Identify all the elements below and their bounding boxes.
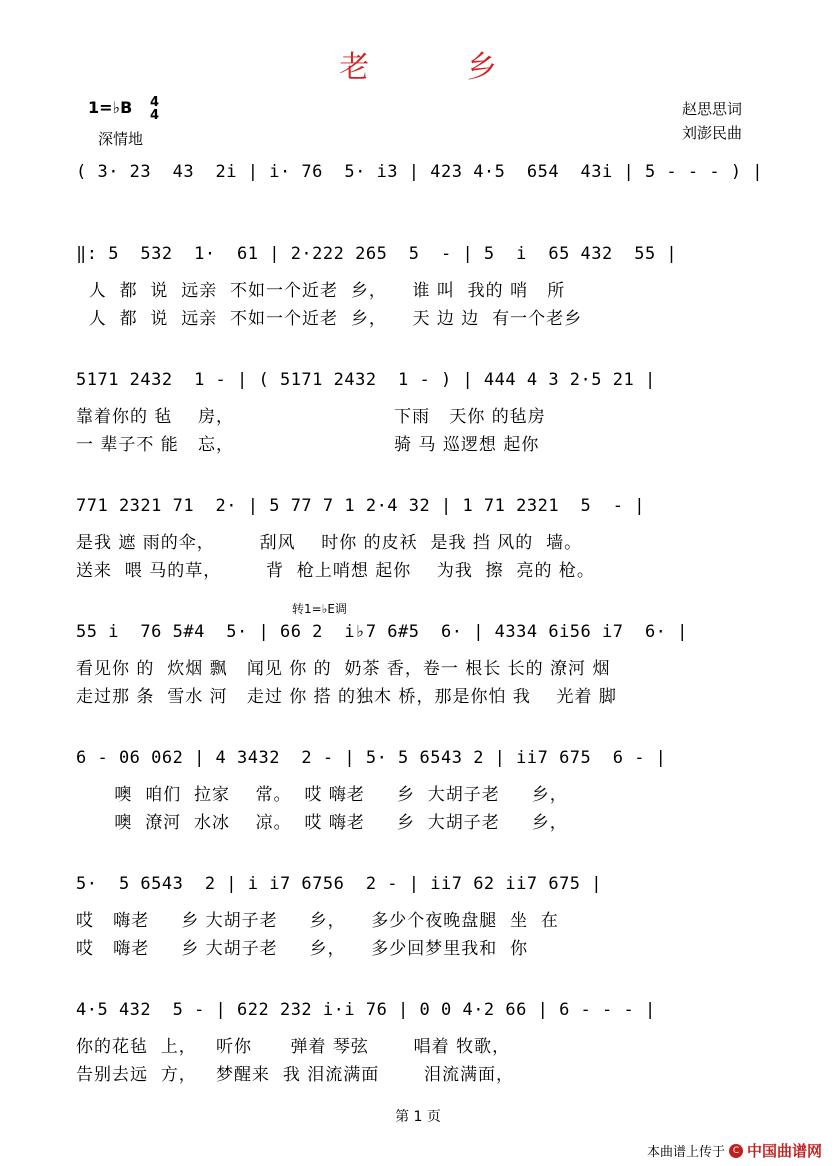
lyric-line: 你的花毡 上， 听你 弹着 琴弦 唱着 牧歌， — [76, 1037, 511, 1057]
tempo-mark: 深情地 — [98, 130, 144, 148]
composer-credit: 刘澎民曲 — [681, 124, 742, 142]
key-signature: 1=♭B — [88, 98, 133, 117]
notation-line: 5171 2432 1 - | ( 5171 2432 1 - ) | 444 4 3 2·5 21 | — [76, 370, 656, 390]
lyric-line: 送来 喂 马的草， 背 枪上哨想 起你 为我 擦 亮的 枪。 — [76, 561, 595, 581]
site-logo-icon: C — [729, 1144, 743, 1158]
lyricist-credit: 赵思思词 — [681, 100, 742, 118]
footer — [647, 1140, 822, 1161]
lyric-line: 人 都 说 远亲 不如一个近老 乡， 天 边 边 有一个老乡 — [76, 309, 583, 329]
lyric-line: 人 都 说 远亲 不如一个近老 乡， 谁 叫 我的 哨 所 — [76, 281, 566, 301]
lyric-line: 走过那 条 雪水 河 走过 你 搭 的独木 桥，那是你怕 我 光着 脚 — [76, 687, 617, 707]
lyric-line: 靠着你的 毡 房， 下雨 天你 的毡房 — [76, 407, 546, 427]
lyric-line: 告别去远 方， 梦醒来 我 泪流满面 泪流满面， — [76, 1065, 515, 1085]
song-title: 老 乡 — [339, 50, 541, 85]
lyric-line: 一 辈子不 能 忘， 骑 马 巡逻想 起你 — [76, 435, 540, 455]
notation-line: ( 3· 23 43 2i | i· 76 5· i3 | 423 4·5 654 43i | 5 - - - ) | — [76, 162, 764, 182]
meter-bottom: 4 — [150, 108, 160, 123]
notation-line: 771 2321 71 2· | 5 77 7 1 2·4 32 | 1 71 2321 5 - | — [76, 496, 645, 516]
notation-line: 4·5 432 5 - | 622 232 i·i 76 | 0 0 4·2 66 | 6 - - - | — [76, 1000, 656, 1020]
time-signature — [150, 96, 159, 122]
notation-line: ‖: 5 532 1· 61 | 2·222 265 5 - | 5 i 65 432 55 | — [76, 244, 678, 264]
lyric-line: 哎 嗨老 乡 大胡子老 乡， 多少个夜晚盘腿 坐 在 — [76, 911, 559, 931]
site-logo-text[interactable]: 中国曲谱网 — [746, 1142, 822, 1160]
lyric-line: 看见你 的 炊烟 飘 闻见 你 的 奶茶 香，卷一 根长 长的 潦河 烟 — [76, 659, 611, 679]
lyric-line: 是我 遮 雨的伞， 刮风 时你 的皮袄 是我 挡 风的 墙。 — [76, 533, 583, 553]
lyric-line: 噢 潦河 水冰 凉。 哎 嗨老 乡 大胡子老 乡， — [76, 813, 568, 833]
footer-text: 本曲谱上传于 — [646, 1145, 725, 1160]
page-number: 第 1 页 — [395, 1109, 441, 1125]
meter-top: 4 — [150, 95, 160, 110]
notation-line: 5· 5 6543 2 | i i7 6756 2 - | ii7 62 ii7 675 | — [76, 874, 603, 894]
notation-line: 6 - 06 062 | 4 3432 2 - | 5· 5 6543 2 | ii7 675 6 - | — [76, 748, 667, 768]
lyric-line: 噢 咱们 拉家 常。 哎 嗨老 乡 大胡子老 乡， — [76, 785, 568, 805]
lyric-line: 哎 嗨老 乡 大胡子老 乡， 多少回梦里我和 你 — [76, 939, 529, 959]
modulation-mark: 转1=♭E调 — [292, 602, 347, 616]
notation-line: 55 i 76 5#4 5· | 66 2 i♭7 6#5 6· | 4334 6i56 i7 6· | — [76, 622, 688, 642]
